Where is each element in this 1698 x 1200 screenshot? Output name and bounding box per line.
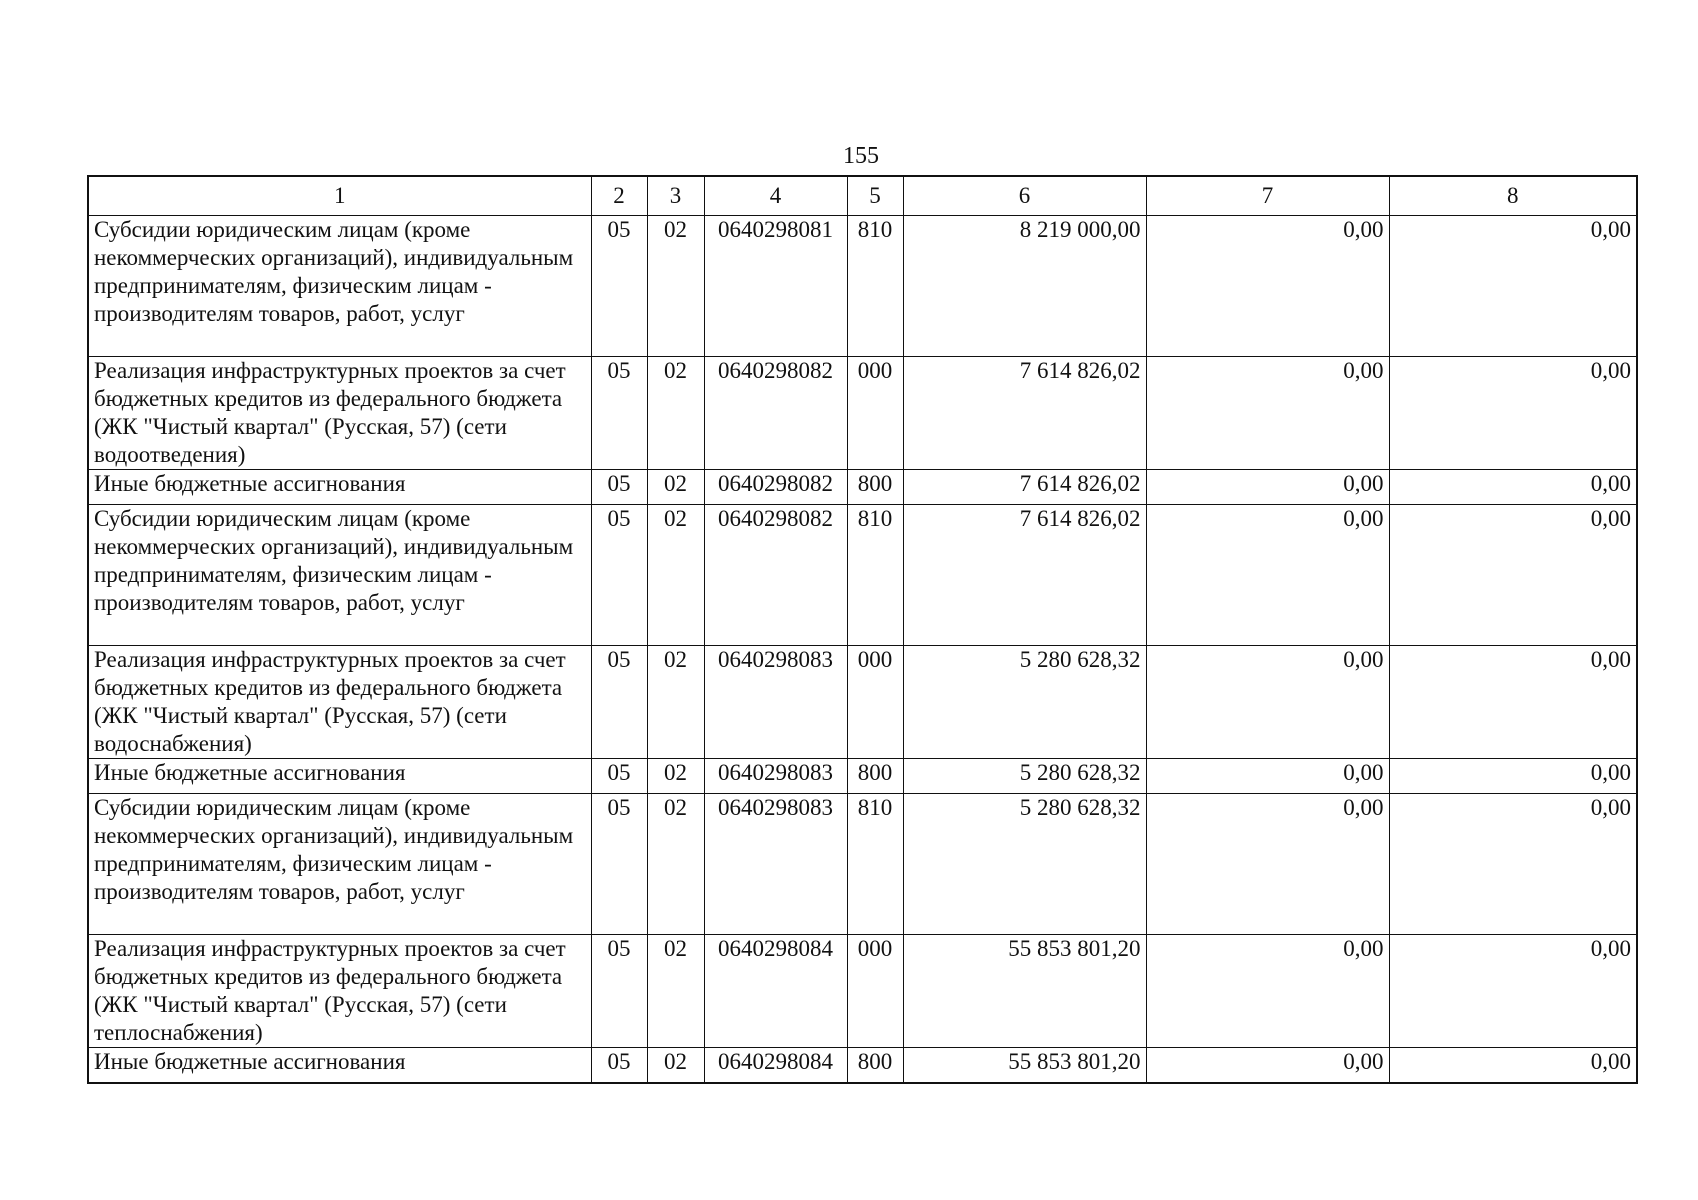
subsection-code-cell: 02 (647, 794, 704, 935)
expense-type-cell: 000 (847, 646, 903, 759)
target-article-cell: 0640298082 (704, 357, 847, 470)
description-cell: Субсидии юридическим лицам (кроме некоммерческих организаций), индивидуальным предпринимателям, физическим лицам - производителям товаров, работ, услуг (88, 794, 591, 935)
amount-col6-cell: 5 280 628,32 (903, 646, 1146, 759)
expense-type-cell: 800 (847, 1048, 903, 1084)
description-cell: Иные бюджетные ассигнования (88, 759, 591, 794)
amount-col7-cell: 0,00 (1146, 759, 1389, 794)
section-code-cell: 05 (591, 759, 647, 794)
description-cell: Субсидии юридическим лицам (кроме некоммерческих организаций), индивидуальным предпринимателям, физическим лицам - производителям товаров, работ, услуг (88, 216, 591, 357)
target-article-cell: 0640298081 (704, 216, 847, 357)
header-col-7: 7 (1146, 176, 1389, 216)
target-article-cell: 0640298083 (704, 759, 847, 794)
description-cell: Реализация инфраструктурных проектов за счет бюджетных кредитов из федерального бюджета (ЖК "Чистый квартал" (Русская, 57) (сети теплоснабжения) (88, 935, 591, 1048)
header-row (88, 176, 1637, 216)
header-col-3: 3 (647, 176, 704, 216)
amount-col7-cell: 0,00 (1146, 357, 1389, 470)
amount-col7-cell: 0,00 (1146, 505, 1389, 646)
section-code-cell: 05 (591, 1048, 647, 1084)
table-row (88, 646, 1637, 759)
table-row (88, 216, 1637, 357)
header-col-4: 4 (704, 176, 847, 216)
amount-col6-cell: 55 853 801,20 (903, 1048, 1146, 1084)
subsection-code-cell: 02 (647, 759, 704, 794)
amount-col7-cell: 0,00 (1146, 794, 1389, 935)
amount-col8-cell: 0,00 (1389, 1048, 1637, 1084)
section-code-cell: 05 (591, 357, 647, 470)
header-col-8: 8 (1389, 176, 1637, 216)
header-col-1: 1 (88, 176, 591, 216)
expense-type-cell: 810 (847, 794, 903, 935)
amount-col6-cell: 5 280 628,32 (903, 794, 1146, 935)
section-code-cell: 05 (591, 935, 647, 1048)
amount-col7-cell: 0,00 (1146, 935, 1389, 1048)
table-row (88, 357, 1637, 470)
target-article-cell: 0640298084 (704, 935, 847, 1048)
target-article-cell: 0640298082 (704, 505, 847, 646)
table-row (88, 505, 1637, 646)
amount-col7-cell: 0,00 (1146, 216, 1389, 357)
expense-type-cell: 810 (847, 505, 903, 646)
subsection-code-cell: 02 (647, 935, 704, 1048)
amount-col8-cell: 0,00 (1389, 505, 1637, 646)
description-cell: Субсидии юридическим лицам (кроме некоммерческих организаций), индивидуальным предпринимателям, физическим лицам - производителям товаров, работ, услуг (88, 505, 591, 646)
description-cell: Иные бюджетные ассигнования (88, 470, 591, 505)
subsection-code-cell: 02 (647, 216, 704, 357)
target-article-cell: 0640298083 (704, 646, 847, 759)
amount-col8-cell: 0,00 (1389, 646, 1637, 759)
description-cell: Иные бюджетные ассигнования (88, 1048, 591, 1084)
amount-col6-cell: 5 280 628,32 (903, 759, 1146, 794)
section-code-cell: 05 (591, 646, 647, 759)
header-col-6: 6 (903, 176, 1146, 216)
subsection-code-cell: 02 (647, 470, 704, 505)
amount-col8-cell: 0,00 (1389, 470, 1637, 505)
expense-type-cell: 800 (847, 470, 903, 505)
subsection-code-cell: 02 (647, 646, 704, 759)
subsection-code-cell: 02 (647, 1048, 704, 1084)
expense-type-cell: 000 (847, 935, 903, 1048)
amount-col8-cell: 0,00 (1389, 935, 1637, 1048)
amount-col8-cell: 0,00 (1389, 794, 1637, 935)
description-cell: Реализация инфраструктурных проектов за счет бюджетных кредитов из федерального бюджета (ЖК "Чистый квартал" (Русская, 57) (сети водоснабжения) (88, 646, 591, 759)
expense-type-cell: 800 (847, 759, 903, 794)
table-row (88, 935, 1637, 1048)
header-col-2: 2 (591, 176, 647, 216)
amount-col8-cell: 0,00 (1389, 357, 1637, 470)
table-row (88, 1048, 1637, 1084)
expense-type-cell: 810 (847, 216, 903, 357)
table-body (88, 216, 1637, 1084)
section-code-cell: 05 (591, 794, 647, 935)
amount-col6-cell: 8 219 000,00 (903, 216, 1146, 357)
amount-col6-cell: 7 614 826,02 (903, 470, 1146, 505)
amount-col6-cell: 7 614 826,02 (903, 505, 1146, 646)
description-cell: Реализация инфраструктурных проектов за счет бюджетных кредитов из федерального бюджета (ЖК "Чистый квартал" (Русская, 57) (сети водоотведения) (88, 357, 591, 470)
header-col-5: 5 (847, 176, 903, 216)
amount-col8-cell: 0,00 (1389, 216, 1637, 357)
target-article-cell: 0640298082 (704, 470, 847, 505)
section-code-cell: 05 (591, 505, 647, 646)
amount-col6-cell: 7 614 826,02 (903, 357, 1146, 470)
amount-col8-cell: 0,00 (1389, 759, 1637, 794)
section-code-cell: 05 (591, 216, 647, 357)
table-row (88, 470, 1637, 505)
amount-col7-cell: 0,00 (1146, 470, 1389, 505)
expense-type-cell: 000 (847, 357, 903, 470)
amount-col7-cell: 0,00 (1146, 646, 1389, 759)
target-article-cell: 0640298084 (704, 1048, 847, 1084)
section-code-cell: 05 (591, 470, 647, 505)
target-article-cell: 0640298083 (704, 794, 847, 935)
table-header (88, 176, 1637, 216)
table-row (88, 759, 1637, 794)
amount-col7-cell: 0,00 (1146, 1048, 1389, 1084)
subsection-code-cell: 02 (647, 505, 704, 646)
amount-col6-cell: 55 853 801,20 (903, 935, 1146, 1048)
page-number: 155 (843, 143, 879, 169)
table-row (88, 794, 1637, 935)
subsection-code-cell: 02 (647, 357, 704, 470)
budget-table (87, 175, 1638, 1084)
